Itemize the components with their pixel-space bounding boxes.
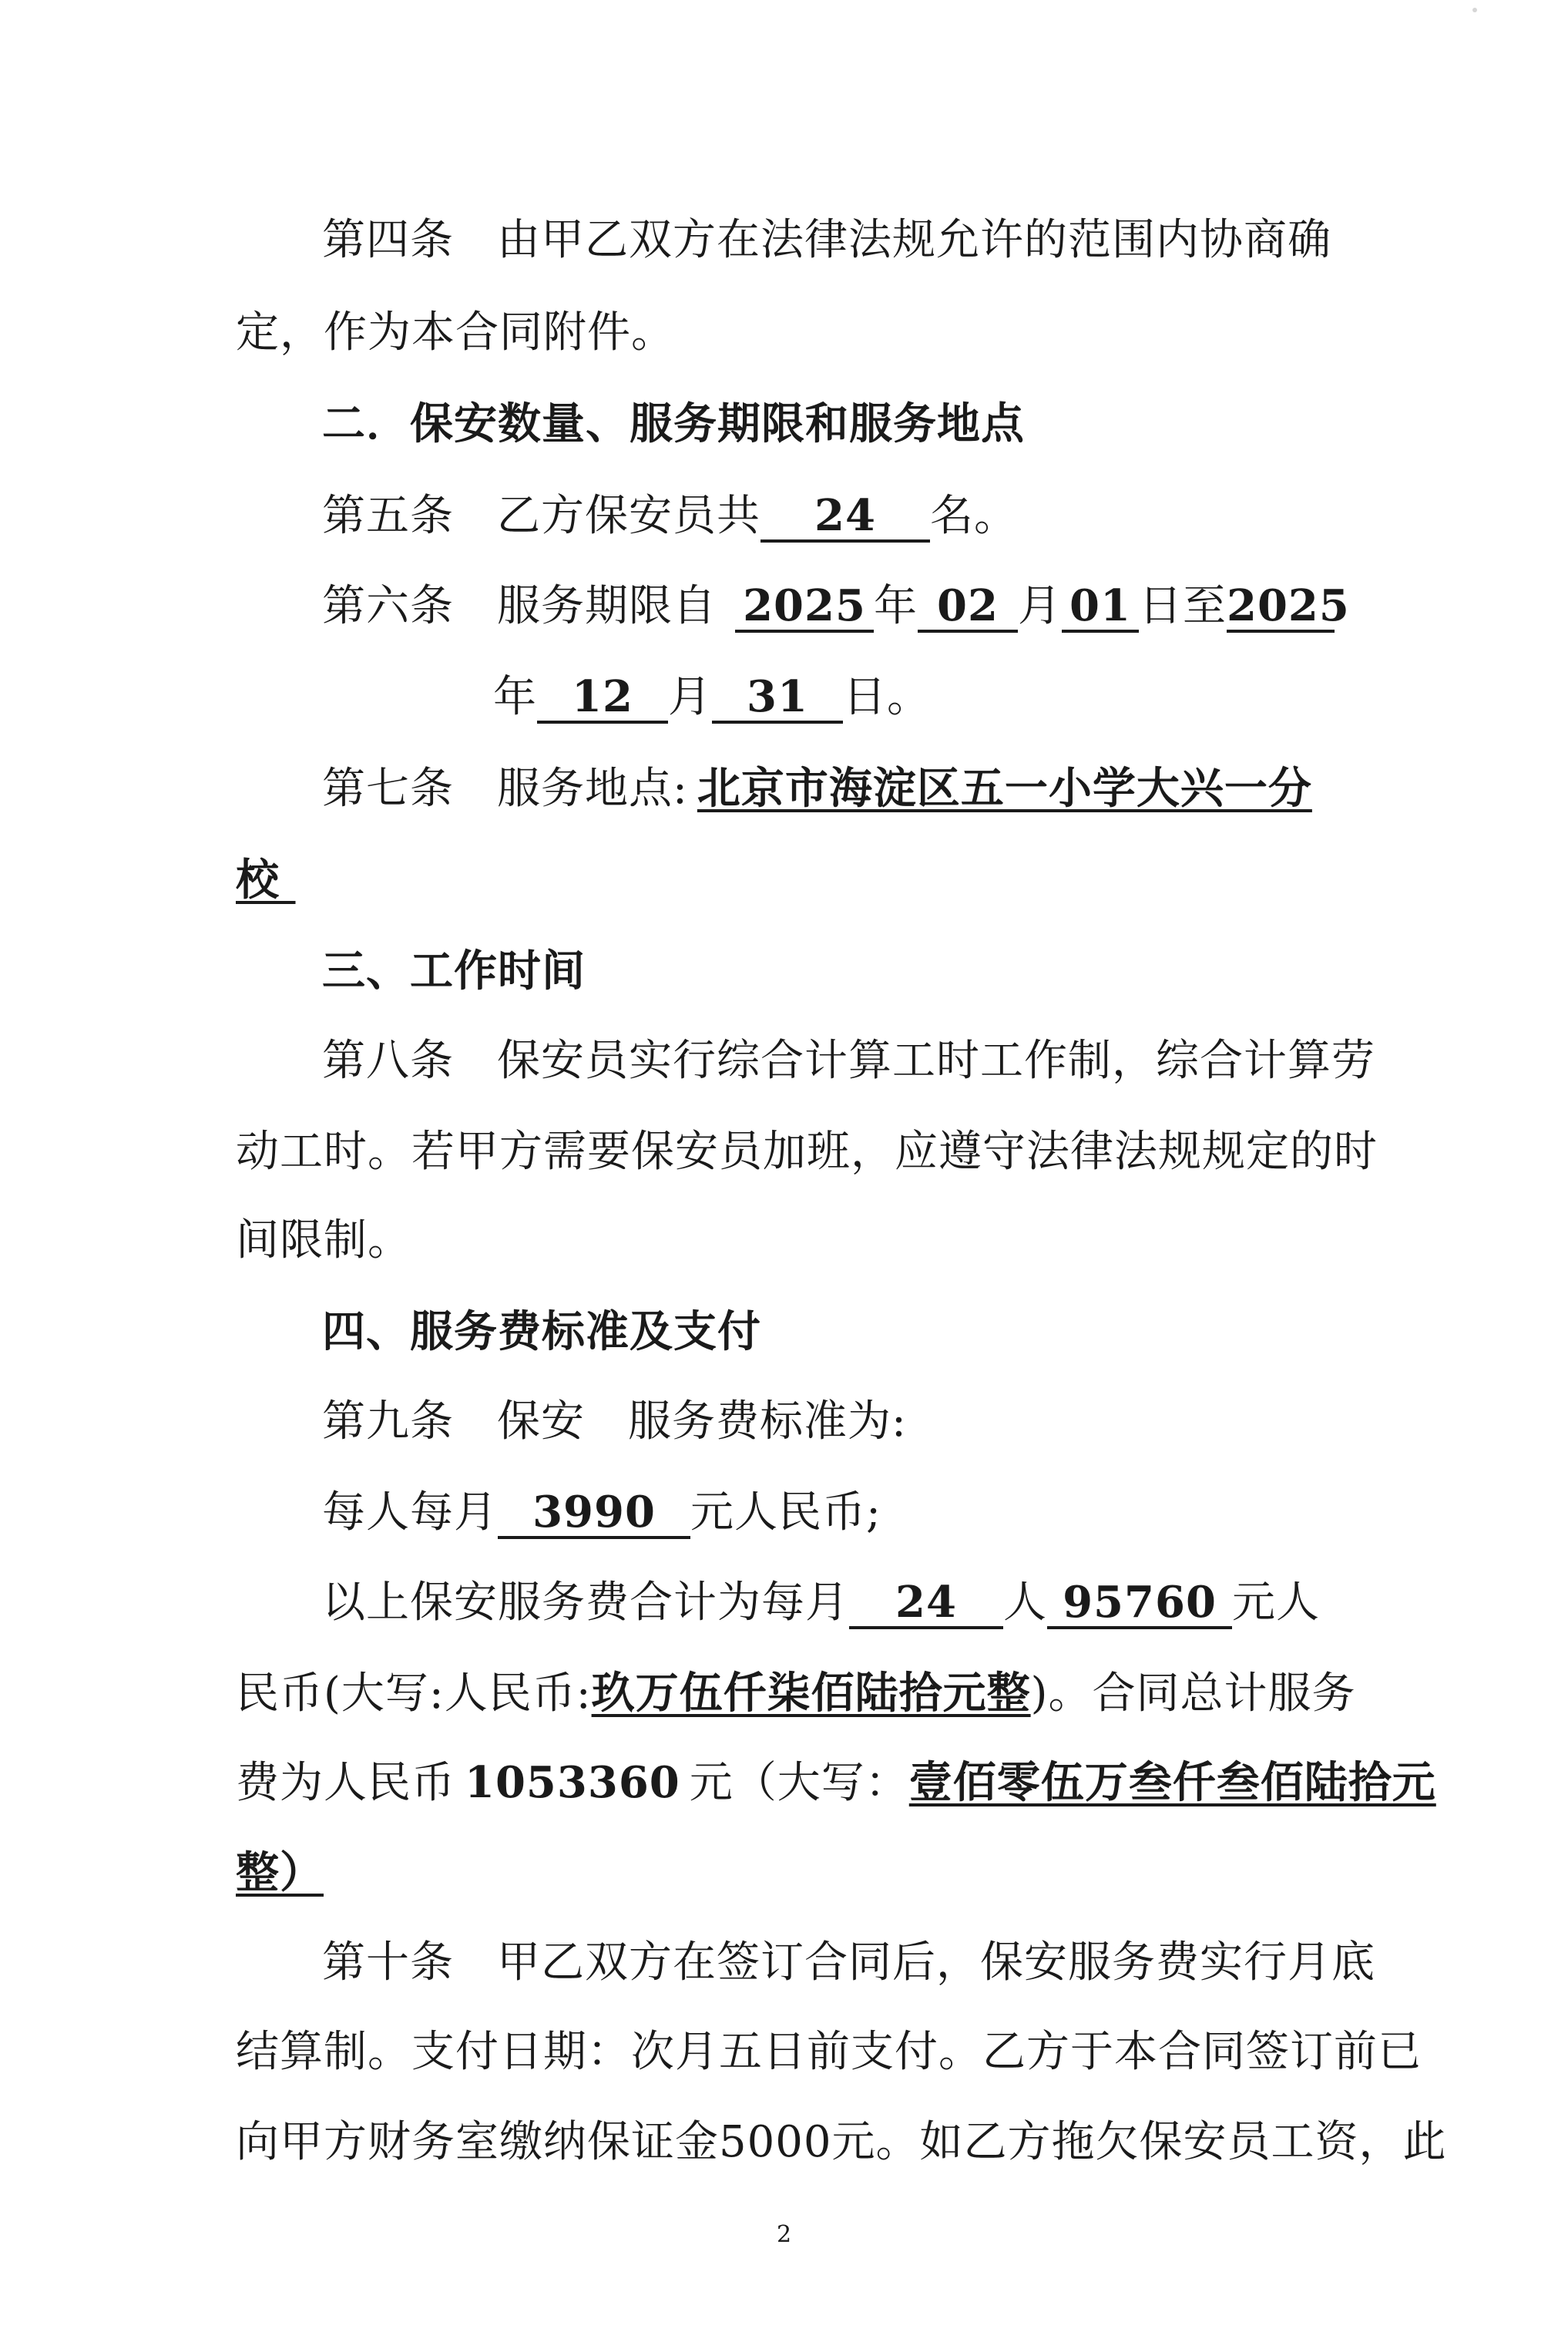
year-label-2: 年 xyxy=(493,672,537,722)
article-6-line-2 xyxy=(493,670,931,724)
end-day: 31 xyxy=(712,673,843,724)
section-2-heading: 二．保安数量、服务期限和服务地点 xyxy=(322,398,1025,449)
start-year: 2025 xyxy=(735,582,874,633)
article-7-prefix: 服务地点: xyxy=(497,764,688,814)
article-4-text: 由甲乙双方在法律法规允许的范围内协商确 xyxy=(497,215,1331,265)
persons-label: 人 xyxy=(1003,1578,1047,1628)
words-suffix: )。合同总计服务 xyxy=(1030,1669,1356,1719)
article-4-line-1 xyxy=(322,213,1331,267)
article-9-sum-line-2 xyxy=(236,1666,1355,1721)
end-year: 2025 xyxy=(1227,580,1350,631)
article-6-prefix: 服务期限自 xyxy=(497,581,717,631)
article-8-line-2: 动工时。若甲方需要保安员加班，应遵守法律法规规定的时 xyxy=(236,1127,1378,1177)
article-8-line-1 xyxy=(322,1034,1375,1088)
article-10-number: 第十条 xyxy=(322,1937,454,1988)
rate-suffix: 元人民币; xyxy=(690,1487,881,1538)
words-prefix: 民币(大写:人民币: xyxy=(236,1669,592,1719)
currency-label: 元人 xyxy=(1232,1578,1320,1628)
month-label-2: 月 xyxy=(668,672,712,722)
article-7-number: 第七条 xyxy=(322,764,454,814)
scan-speck xyxy=(1472,8,1477,12)
article-7-line-2 xyxy=(236,853,296,908)
article-10-line-1 xyxy=(322,1936,1375,1990)
article-9-line-1 xyxy=(322,1395,907,1449)
contract-total: 1053360 xyxy=(465,1757,680,1808)
total-mid: 元（大写： xyxy=(689,1758,909,1808)
service-location: 北京市海淀区五一小学大兴一分 xyxy=(697,763,1312,814)
guard-count: 24 xyxy=(760,492,930,543)
article-5-prefix: 乙方保安员共 xyxy=(497,491,760,541)
article-5-suffix: 名。 xyxy=(930,491,1018,541)
day-to-label: 日至 xyxy=(1139,581,1227,631)
article-8-text: 保安员实行综合计算工时工作制，综合计算劳 xyxy=(497,1036,1375,1086)
article-10-line-3: 向甲方财务室缴纳保证金5000元。如乙方拖欠保安员工资，此 xyxy=(236,2117,1447,2167)
monthly-total: 95760 xyxy=(1047,1578,1232,1629)
article-8-number: 第八条 xyxy=(322,1036,454,1086)
article-9-sum-line-3 xyxy=(236,1756,1436,1810)
article-9-rate xyxy=(322,1486,881,1540)
service-location-cont: 校 xyxy=(236,855,280,906)
contract-total-words-end: 整） xyxy=(236,1847,324,1898)
article-10-text: 甲乙双方在签订合同后，保安服务费实行月底 xyxy=(497,1937,1375,1988)
section-3-heading: 三、工作时间 xyxy=(322,946,586,996)
article-5 xyxy=(322,489,1018,543)
total-prefix: 费为人民币 xyxy=(236,1758,455,1808)
day-label-2: 日。 xyxy=(843,672,931,722)
article-9-word-1: 保安 xyxy=(497,1396,585,1447)
contract-total-words: 壹佰零伍万叁仟叁佰陆拾元 xyxy=(908,1757,1436,1808)
monthly-rate: 3990 xyxy=(498,1488,690,1539)
section-4-heading: 四、服务费标准及支付 xyxy=(322,1306,761,1357)
end-month: 12 xyxy=(537,673,668,724)
month-label-1: 月 xyxy=(1018,581,1062,631)
article-10-line-2: 结算制。支付日期：次月五日前支付。乙方于本合同签订前已 xyxy=(236,2027,1422,2077)
article-9-number: 第九条 xyxy=(322,1396,454,1447)
start-day: 01 xyxy=(1062,582,1139,633)
rate-prefix: 每人每月 xyxy=(322,1487,498,1538)
article-8-line-3: 间限制。 xyxy=(236,1215,411,1265)
year-label-1: 年 xyxy=(874,581,918,631)
article-9-sum-line-1 xyxy=(322,1576,1320,1630)
page-number: 2 xyxy=(776,2221,792,2248)
article-6-line-1 xyxy=(322,580,1350,634)
sum-prefix: 以上保安服务费合计为每月 xyxy=(322,1578,849,1628)
article-7-line-1 xyxy=(322,761,1312,816)
monthly-total-words: 玖万伍仟柒佰陆拾元整 xyxy=(591,1668,1031,1719)
article-4-number: 第四条 xyxy=(322,215,454,265)
article-5-number: 第五条 xyxy=(322,491,454,541)
start-month: 02 xyxy=(918,582,1018,633)
article-9-sum-line-4 xyxy=(236,1846,324,1901)
article-9-word-2: 服务费标准为: xyxy=(628,1396,907,1447)
article-6-number: 第六条 xyxy=(322,581,454,631)
persons-count: 24 xyxy=(849,1578,1003,1629)
article-4-line-2: 定，作为本合同附件。 xyxy=(236,308,675,358)
